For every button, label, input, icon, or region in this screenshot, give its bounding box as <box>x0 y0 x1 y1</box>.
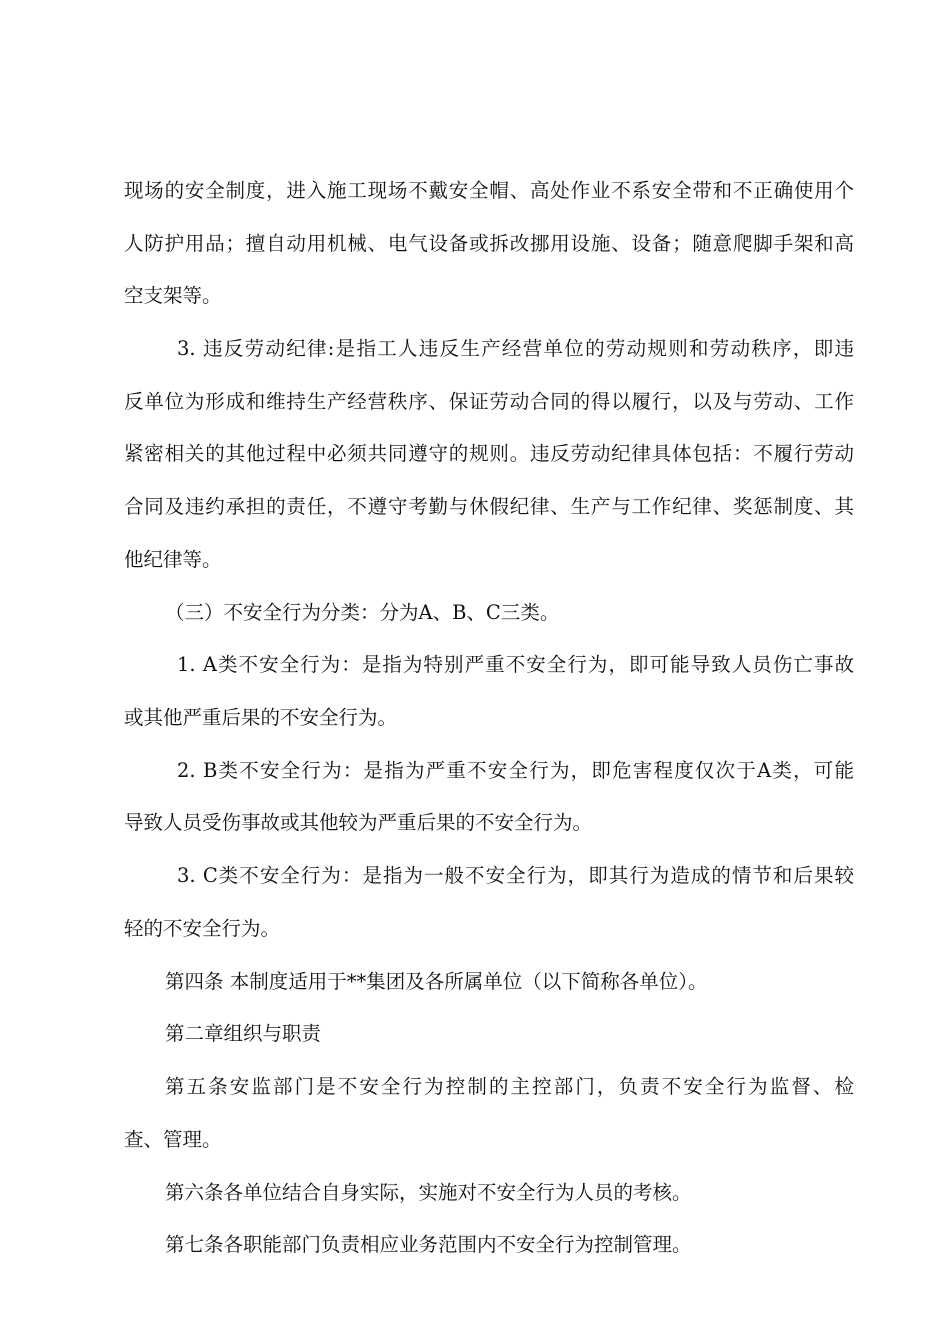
paragraph-line <box>165 336 854 362</box>
paragraph-line: 紧密相关的其他过程中必须共同遵守的规则。违反劳动纪律具体包括：不履行劳动 <box>124 442 854 465</box>
paragraph-line: 或其他严重后果的不安全行为。 <box>124 706 398 729</box>
paragraph-line: 轻的不安全行为。 <box>124 917 281 940</box>
paragraph-line: 查、管理。 <box>124 1128 222 1151</box>
article-line: 第七条各职能部门负责相应业务范围内不安全行为控制管理。 <box>165 1233 692 1256</box>
paragraph-line: 人防护用品；擅自动用机械、电气设备或拆改挪用设施、设备；随意爬脚手架和高 <box>124 232 854 255</box>
article-line: 第六条各单位结合自身实际，实施对不安全行为人员的考核。 <box>165 1181 692 1204</box>
paragraph-line: 合同及违约承担的责任，不遵守考勤与休假纪律、生产与工作纪律、奖惩制度、其 <box>124 495 854 518</box>
chapter-heading: 第二章组织与职责 <box>165 1022 322 1045</box>
paragraph-line: 第五条安监部门是不安全行为控制的主控部门，负责不安全行为监督、检 <box>165 1075 854 1098</box>
paragraph-line: 现场的安全制度，进入施工现场不戴安全帽、高处作业不系安全带和不正确使用个 <box>124 179 854 202</box>
section-heading: （三）不安全行为分类：分为A、B、C三类。 <box>165 601 560 624</box>
paragraph-line: 反单位为形成和维持生产经营秩序、保证劳动合同的得以履行，以及与劳动、工作 <box>124 390 854 413</box>
article-line: 第四条 本制度适用于**集团及各所属单位（以下简称各单位）。 <box>165 970 708 993</box>
paragraph-text: 3. 违反劳动纪律:是指工人违反生产经营单位的劳动规则和劳动秩序，即违 <box>177 337 854 360</box>
paragraph-text: 1. A类不安全行为：是指为特别严重不安全行为，即可能导致人员伤亡事故 <box>177 653 854 676</box>
paragraph-text: 2. B类不安全行为：是指为严重不安全行为，即危害程度仅次于A类，可能 <box>177 759 854 782</box>
paragraph-line: 空支架等。 <box>124 284 222 307</box>
paragraph-line <box>165 758 854 784</box>
paragraph-line: 他纪律等。 <box>124 548 222 571</box>
paragraph-line <box>165 652 854 678</box>
paragraph-text: 3. C类不安全行为：是指为一般不安全行为，即其行为造成的情节和后果较 <box>177 864 854 887</box>
paragraph-line <box>165 863 854 889</box>
paragraph-line: 导致人员受伤事故或其他较为严重后果的不安全行为。 <box>124 811 593 834</box>
